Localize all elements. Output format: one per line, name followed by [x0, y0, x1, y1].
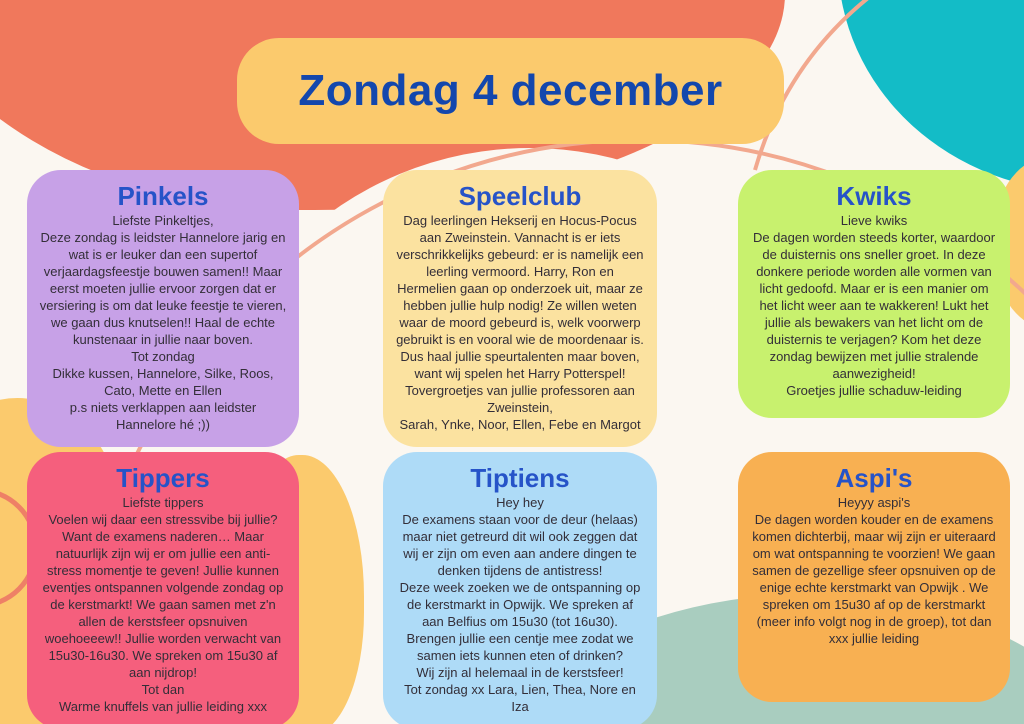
card-paragraph: Voelen wij daar een stressvibe bij jullie? Want de examens naderen… Maar natuurlijk zijn wij er om jullie een anti-stress momentje te geven! Jullie kunnen eventjes ontspannen volgende zondag op de kerstmarkt! We gaan samen met z'n allen de kerstsfeer opsnuiven woehoeeew!! Jullie worden verwacht van 15u30-16u30. We spreken om 15u30 af aan nijdrop! [42, 511, 284, 680]
card-body-speelclub [395, 212, 645, 433]
card-body-tiptiens [395, 494, 645, 715]
card-paragraph: Liefste tippers [122, 494, 204, 510]
card-title-kwiks: Kwiks [836, 181, 912, 211]
card-paragraph: Deze week zoeken we de ontspanning op de kerstmarkt in Opwijk. We spreken af aan Belfius om 15u30 (tot 16u30). [399, 579, 641, 629]
card-paragraph: Warme knuffels van jullie leiding xxx [58, 698, 268, 714]
card-title-aspis: Aspi's [835, 463, 913, 493]
page-title: Zondag 4 december [298, 66, 723, 115]
card-paragraph: Groetjes jullie schaduw-leiding [786, 382, 962, 398]
card-paragraph: Tovergroetjes van jullie professoren aan Zweinstein, [405, 382, 635, 415]
card-paragraph: Liefste Pinkeltjes, [112, 212, 214, 228]
card-tippers [27, 452, 299, 724]
card-body-aspis [750, 494, 998, 647]
card-paragraph: Tot zondag xx Lara, Lien, Thea, Nore en Iza [404, 681, 636, 714]
card-body-pinkels [39, 212, 287, 433]
card-paragraph: Dikke kussen, Hannelore, Silke, Roos, Cato, Mette en Ellen [52, 365, 274, 398]
card-paragraph: Tot zondag [131, 348, 195, 364]
card-paragraph: Sarah, Ynke, Noor, Ellen, Febe en Margot [399, 416, 641, 432]
card-title-speelclub: Speelclub [458, 181, 582, 211]
card-paragraph: Dus haal jullie speurtalenten maar boven, want wij spelen het Harry Potterspel! [400, 348, 640, 381]
card-paragraph: De examens staan voor de deur (helaas) maar niet getreurd dit wil ook zeggen dat wij er zijn om even aan andere dingen te denken tijdens de antistress! [402, 511, 638, 578]
card-paragraph: De dagen worden kouder en de examens komen dichterbij, maar wij zijn er uiteraard om wat ontspanning te voorzien! We gaan samen de gezellige sfeer opsnuiven op de enige echte kerstmarkt van Opwijk . We spreken om 15u30 af op de kerstmarkt (meer info volgt nog in de groep), tot dan xxx jullie leiding [752, 511, 996, 646]
card-paragraph: Lieve kwiks [840, 212, 908, 228]
card-paragraph: Dag leerlingen Hekserij en Hocus-Pocus aan Zweinstein. Vannacht is er iets verschrikkelijks gebeurd: er is namelijk een leerling vermoord. Harry, Ron en Hermelien gaan op onderzoek uit, maar ze hebben jullie hulp nodig! Ze willen weten waar de moord gebeurd is, welk voorwerp gebruikt is en vooral wie de moordenaar is. [396, 212, 644, 347]
card-paragraph: De dagen worden steeds korter, waardoor de duisternis ons sneller groet. In deze donkere periode worden alle vormen van licht gedoofd. Maar er is een manier om het licht weer aan te wakkeren! Lukt het jullie als bewakers van het licht om de duisternis te verjagen? Kom het deze zondag bewijzen met jullie stralende aanwezigheid! [752, 229, 996, 381]
card-body-kwiks [750, 212, 998, 399]
card-title-tiptiens: Tiptiens [470, 463, 570, 493]
card-speelclub [383, 170, 657, 447]
card-paragraph: p.s niets verklappen aan leidster Hannelore hé ;)) [69, 399, 257, 432]
card-paragraph: Brengen jullie een centje mee zodat we samen iets kunnen eten of drinken? [406, 630, 634, 663]
card-kwiks [738, 170, 1010, 418]
card-paragraph: Heyyy aspi's [837, 494, 911, 510]
card-tiptiens [383, 452, 657, 724]
card-title-pinkels: Pinkels [117, 181, 209, 211]
card-paragraph: Tot dan [141, 681, 185, 697]
card-body-tippers [39, 494, 287, 715]
card-title-tippers: Tippers [116, 463, 210, 493]
title-banner [237, 38, 784, 144]
card-paragraph: Wij zijn al helemaal in de kerstsfeer! [416, 664, 624, 680]
card-pinkels [27, 170, 299, 447]
card-paragraph: Hey hey [496, 494, 544, 510]
card-paragraph: Deze zondag is leidster Hannelore jarig en wat is er leuker dan een supertof verjaardagsfeestje bouwen samen!! Maar eerst moeten jullie ervoor zorgen dat er versiering is om dat leuke feestje te vieren, we gaan dus knutselen!! Haal de echte kunstenaar in jullie naar boven. [39, 229, 287, 347]
card-aspis [738, 452, 1010, 702]
